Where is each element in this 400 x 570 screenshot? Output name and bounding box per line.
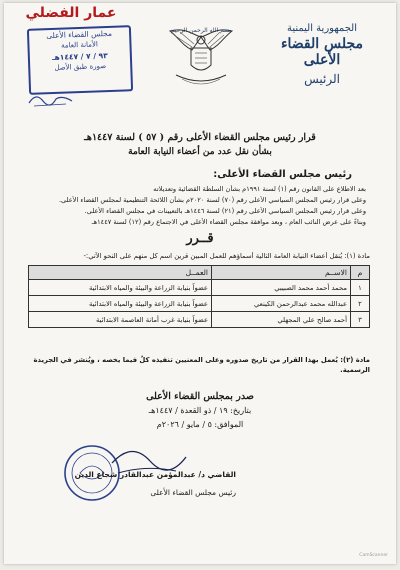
issued-date-gregorian: الموافق: ٥ / مايو / ٢٠٢٦م bbox=[156, 420, 244, 429]
preamble-line: بعد الاطلاع على القانون رقم (١) لسنة ١٩٩١م بشأن السلطة القضائية وتعديلاته bbox=[153, 185, 366, 193]
preamble-line: وبناءً على عرض النائب العام ، وبعد موافقة مجلس القضاء الأعلى في الاجتماع رقم (١٢) لسنة ١٤٤٧هـ bbox=[91, 218, 366, 226]
basmala: بسم الله الرحمن الرحيم bbox=[170, 27, 232, 34]
row-name: عبدالله محمد عبدالرحمن الكينعي bbox=[212, 296, 351, 312]
table-row bbox=[29, 312, 370, 328]
header-work: العمــل bbox=[29, 266, 212, 280]
row-work: عضواً بنيابة الزراعة والبيئة والمياه الابتدائية bbox=[29, 296, 212, 312]
article-1: مادة (١): يُنقل أعضاء النيابة العامة التالية أسماؤهم للعمل المبين قرين اسم كل منهم على النحو الآتي:- bbox=[83, 252, 370, 260]
issued-date-hijri: بتاريخ: ١٩ / ذو القعدة / ١٤٤٧هـ bbox=[148, 406, 252, 415]
table-row bbox=[29, 296, 370, 312]
signatory-name: القاضي د/ عبدالمؤمن عبدالقادر شجاع الدين bbox=[74, 470, 236, 479]
eagle-emblem-icon bbox=[162, 23, 240, 93]
header-num: م bbox=[351, 266, 370, 280]
preamble-line: وعلى قرار رئيس المجلس السياسي الأعلى رقم (٢١) لسنة ١٤٤٦هـ بالتعيينات في مجلس القضاء الأعلى. bbox=[84, 207, 366, 215]
table-header-row bbox=[29, 266, 370, 280]
preamble-line: وعلى قرار رئيس المجلس السياسي الأعلى رقم (٧٠) لسنة ٢٠٢٠م بشأن اللائحة التنظيمية لمجلس القضاء الأعلى. bbox=[58, 196, 366, 204]
signature-block bbox=[46, 466, 236, 502]
row-num: ٢ bbox=[351, 296, 370, 312]
row-num: ١ bbox=[351, 280, 370, 296]
handwritten-signature-icon bbox=[26, 89, 76, 109]
intro-heading: رئيس مجلس القضاء الأعلى: bbox=[213, 169, 352, 180]
signatory-title: رئيس مجلس القضاء الأعلى bbox=[150, 488, 236, 497]
stamp-line1: مجلس القضاء الأعلى bbox=[46, 28, 113, 41]
stamp-line2: الأمانة العامة bbox=[60, 40, 99, 50]
issued-line1: صدر بمجلس القضاء الأعلى bbox=[146, 391, 254, 402]
title-line1: قرار رئيس مجلس القضاء الأعلى رقم ( ٥٧ ) لسنة ١٤٤٧هـ bbox=[84, 132, 316, 143]
received-stamp bbox=[27, 25, 133, 95]
title-line2: بشأن نقل عدد من أعضاء النيابة العامة bbox=[128, 147, 272, 157]
row-name: أحمد صالح علي المجهلي bbox=[212, 312, 351, 328]
decides-heading: قــرر bbox=[186, 231, 214, 246]
article-2: مادة (٢): يُعمل بهذا القرار من تاريخ صدوره وعلى المعنيين تنفيذه كلٌ فيما يخصه ، ويُنشر في الجريدة الرسمية. bbox=[33, 356, 370, 374]
header-council: مجلس القضاء الأعلى bbox=[280, 36, 364, 68]
row-name: محمد أحمد محمد الصبيبي bbox=[212, 280, 351, 296]
scanner-footer: CamScanner bbox=[359, 553, 388, 558]
issued-block bbox=[4, 390, 396, 432]
header-right bbox=[262, 23, 382, 86]
stamp-line3: ٩٣ / ٧ / ١٤٤٧هـ bbox=[51, 51, 108, 62]
row-work: عضواً بنيابة غرب أمانة العاصمة الابتدائية bbox=[29, 312, 212, 328]
transfer-table bbox=[28, 265, 370, 328]
stamp-line4: صورة طبق الأصل bbox=[54, 62, 107, 72]
header-country: الجمهورية اليمنية bbox=[286, 23, 357, 34]
header-president: الرئيس bbox=[304, 72, 340, 86]
row-work: عضواً بنيابة الزراعة والبيئة والمياه الابتدائية bbox=[29, 280, 212, 296]
header-name: الاســم bbox=[212, 266, 351, 280]
document-page bbox=[4, 3, 396, 564]
decision-title bbox=[4, 131, 396, 159]
table-row bbox=[29, 280, 370, 296]
row-num: ٣ bbox=[351, 312, 370, 328]
watermark-text: عمار الفضلي bbox=[25, 5, 117, 21]
